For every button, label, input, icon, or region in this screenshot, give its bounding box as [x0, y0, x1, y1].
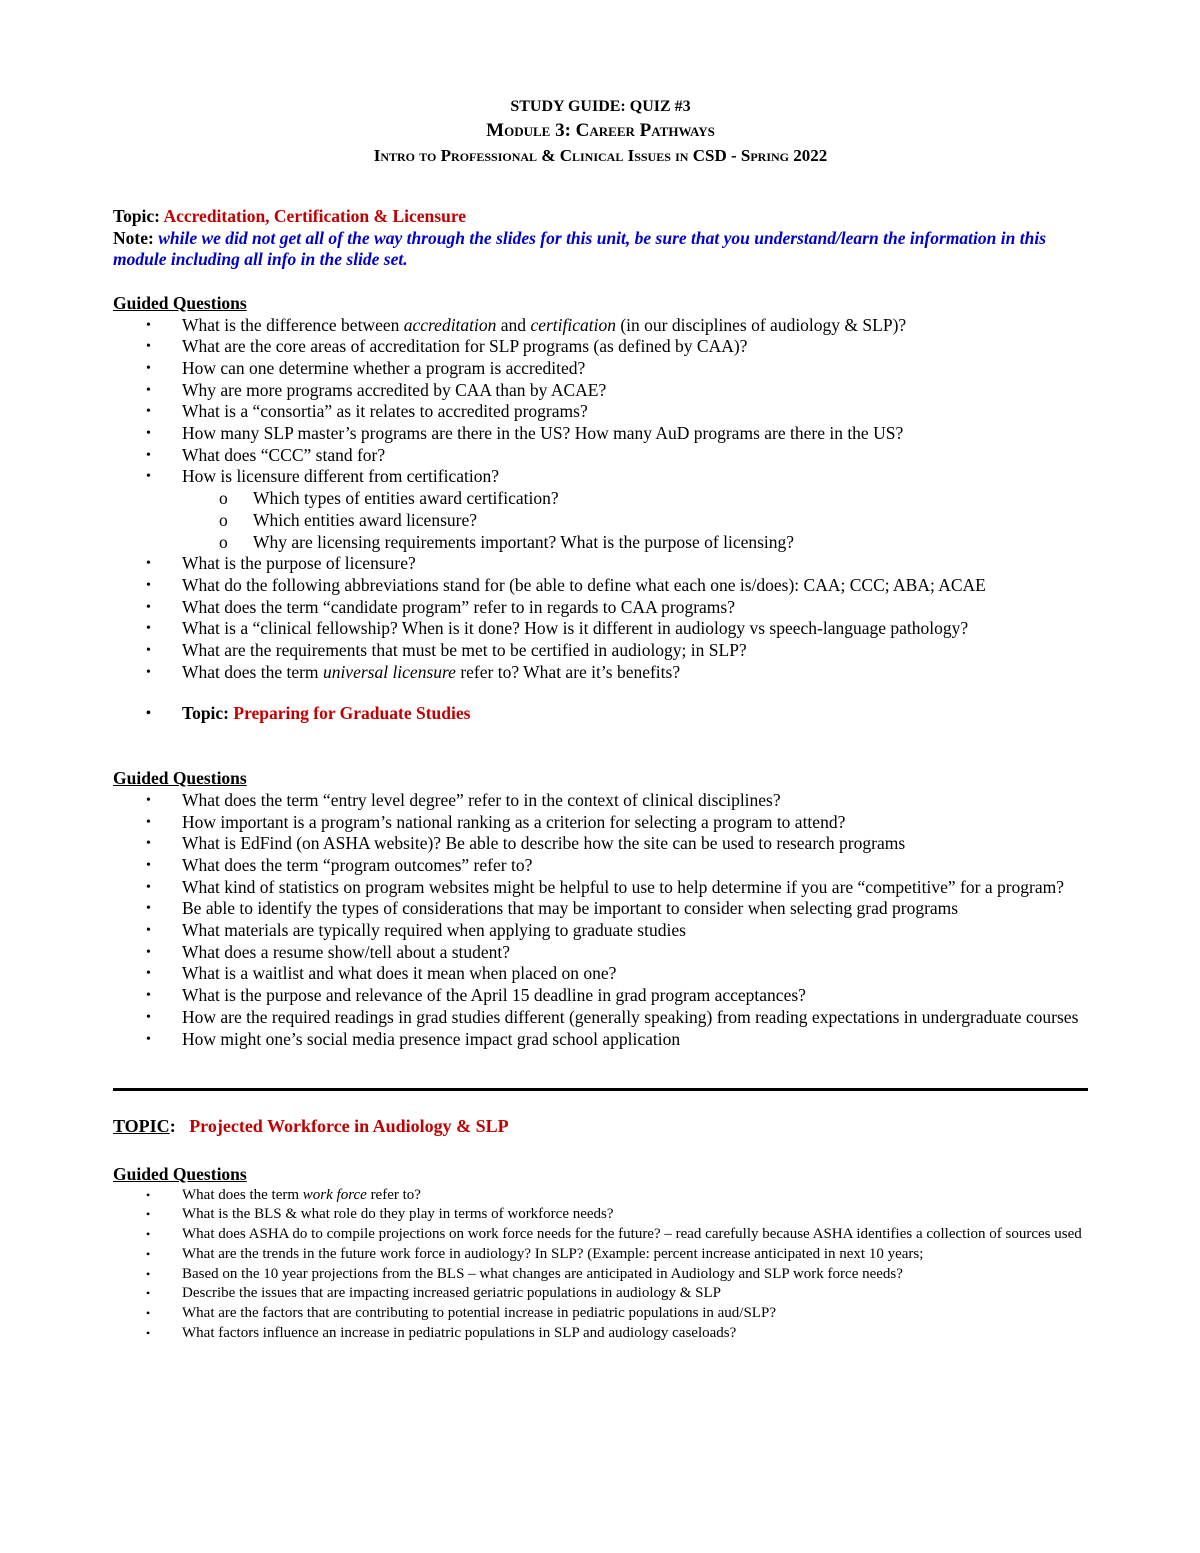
topic-label: TOPIC — [113, 1116, 170, 1137]
note-text: while we did not get all of the way through the slides for this unit, be sure that you understand/learn the information in this module including all info in the slide set. — [113, 227, 1047, 270]
list-item: • What are the trends in the future work force in audiology? In SLP? (Example: percent increase anticipated in next 10 years; — [113, 1245, 1088, 1265]
bullet-icon: • — [146, 1305, 151, 1320]
sub-list-item: o Which types of entities award certification? — [219, 488, 559, 509]
bullet-icon: • — [146, 814, 151, 830]
circle-bullet-icon: o — [219, 531, 228, 552]
list-item: • What does a resume show/tell about a student? — [146, 941, 511, 962]
list-item: • How important is a program’s national ranking as a criterion for selecting a program to attend? — [146, 811, 846, 832]
bullet-icon: • — [146, 1207, 151, 1222]
guided-questions-heading: Guided Questions — [113, 768, 247, 789]
list-item: • What is a waitlist and what does it mean when placed on one? — [146, 963, 617, 984]
bullet-icon: • — [146, 621, 151, 637]
topic-line — [113, 703, 1088, 725]
header-line-3: Intro to Professional & Clinical Issues in CSD - Spring 2022 — [373, 146, 828, 165]
bullet-icon: • — [146, 577, 151, 593]
circle-bullet-icon: o — [219, 509, 228, 530]
bullet-icon: • — [146, 339, 151, 355]
bullet-icon: • — [146, 836, 151, 852]
list-item: • What factors influence an increase in pediatric populations in SLP and audiology caseloads? — [113, 1324, 1088, 1344]
list-item: • Describe the issues that are impacting increased geriatric populations in audiology & SLP — [113, 1284, 1088, 1304]
section-graduate-studies — [113, 703, 1088, 1050]
sub-question-list — [182, 488, 1088, 553]
bullet-icon: • — [146, 706, 151, 722]
bullet-icon: • — [146, 792, 151, 808]
bullet-icon: • — [146, 317, 151, 333]
list-item: • What does the term “entry level degree” refer to in the context of clinical disciplines? — [146, 789, 781, 810]
list-item: • What do the following abbreviations stand for (be able to define what each one is/does): CAA; CCC; ABA; ACAE — [146, 574, 986, 595]
topic-label: Topic: — [113, 206, 161, 226]
list-item: • What does the term “candidate program” refer to in regards to CAA programs? — [146, 596, 735, 617]
bullet-icon: • — [146, 360, 151, 376]
list-item: • What does ASHA do to compile projections on work force needs for the future? – read carefully because ASHA identifies a collection of sources used — [113, 1225, 1088, 1245]
bullet-icon: • — [146, 556, 151, 572]
topic-title: Preparing for Graduate Studies — [233, 703, 471, 724]
bullet-icon: • — [146, 966, 151, 982]
bullet-icon: • — [146, 988, 151, 1004]
note — [113, 228, 1088, 271]
list-item: • What is the BLS & what role do they play in terms of workforce needs? — [113, 1205, 1088, 1225]
list-item: • Why are more programs accredited by CAA than by ACAE? — [146, 379, 607, 400]
bullet-icon: • — [146, 923, 151, 939]
bullet-icon: • — [146, 447, 151, 463]
list-item: • What are the requirements that must be met to be certified in audiology; in SLP? — [146, 640, 747, 661]
list-item: • What does “CCC” stand for? — [146, 444, 386, 465]
bullet-icon: • — [146, 1031, 151, 1047]
list-item: • How can one determine whether a program is accredited? — [146, 357, 586, 378]
bullet-icon: • — [146, 901, 151, 917]
bullet-icon: • — [146, 1009, 151, 1025]
list-item: • What are the factors that are contributing to potential increase in pediatric populations in aud/SLP? — [113, 1304, 1088, 1324]
circle-bullet-icon: o — [219, 488, 228, 509]
bullet-icon: • — [146, 879, 151, 895]
bullet-icon: • — [146, 382, 151, 398]
list-item: • How many SLP master’s programs are there in the US? How many AuD programs are there in the US? — [146, 423, 904, 444]
bullet-icon: • — [146, 1227, 151, 1242]
list-item: • What does the term “program outcomes” refer to? — [146, 854, 533, 875]
bullet-icon: • — [146, 404, 151, 420]
question-list — [113, 1186, 1088, 1344]
topic-line — [113, 206, 1088, 228]
section-accreditation — [113, 206, 1088, 683]
question-list — [113, 790, 1088, 1050]
guided-questions-heading: Guided Questions — [113, 1164, 247, 1184]
list-item: • What does the term universal licensure refer to? What are it’s benefits? — [146, 661, 681, 682]
header-line-1: STUDY GUIDE: QUIZ #3 — [510, 98, 691, 115]
list-item: • What is EdFind (on ASHA website)? Be able to describe how the site can be used to research programs — [146, 833, 906, 854]
bullet-icon: • — [146, 426, 151, 442]
list-item: • What is a “clinical fellowship? When is it done? How is it different in audiology vs speech-language pathology? — [146, 618, 969, 639]
header-line-2: Module 3: Career Pathways — [486, 120, 715, 141]
document-header — [113, 96, 1088, 168]
bullet-icon: • — [146, 1286, 151, 1301]
bullet-icon: • — [146, 643, 151, 659]
section-workforce — [113, 1116, 1088, 1343]
list-item: • Be able to identify the types of considerations that may be important to consider when selecting grad programs — [146, 898, 959, 919]
sub-list-item: o Why are licensing requirements important? What is the purpose of licensing? — [219, 531, 795, 552]
bullet-icon: • — [146, 1266, 151, 1281]
bullet-icon: • — [146, 944, 151, 960]
list-item: • What does the term work force refer to? — [113, 1186, 1088, 1206]
list-item: • What is a “consortia” as it relates to accredited programs? — [146, 401, 588, 422]
question-list — [113, 315, 1088, 684]
topic-label: Topic: — [182, 703, 230, 724]
list-item: • What is the difference between accreditation and certification (in our disciplines of audiology & SLP)? — [146, 314, 907, 335]
list-item: • How is licensure different from certification? o Which types of entities award certification? o Which entities award licensure? o Why are licensing requirements important? What is the purpose of licensing? — [113, 466, 1088, 553]
document-page — [113, 96, 1088, 1343]
bullet-icon: • — [146, 664, 151, 680]
bullet-icon: • — [146, 1246, 151, 1261]
list-item: • What is the purpose of licensure? — [146, 553, 416, 574]
list-item: • What materials are typically required when applying to graduate studies — [146, 920, 686, 941]
note-label: Note: — [113, 227, 154, 248]
list-item: • What are the core areas of accreditation for SLP programs (as defined by CAA)? — [146, 336, 748, 357]
bullet-icon: • — [146, 857, 151, 873]
list-item: • How are the required readings in grad studies different (generally speaking) from reading expectations in undergraduate courses — [146, 1006, 1079, 1027]
sub-list-item: o Which entities award licensure? — [219, 509, 477, 530]
topic-line: TOPIC: Projected Workforce in Audiology & SLP — [113, 1116, 509, 1137]
topic-title: Accreditation, Certification & Licensure — [163, 206, 467, 226]
topic-title: Projected Workforce in Audiology & SLP — [189, 1116, 509, 1137]
list-item: • Based on the 10 year projections from the BLS – what changes are anticipated in Audiology and SLP work force needs? — [113, 1265, 1088, 1285]
bullet-icon: • — [146, 469, 151, 485]
guided-questions-heading: Guided Questions — [113, 292, 247, 313]
bullet-icon: • — [146, 1187, 151, 1202]
list-item: • What kind of statistics on program websites might be helpful to use to help determine if you are “competitive” for a program? — [146, 876, 1065, 897]
list-item: • How might one’s social media presence impact grad school application — [146, 1028, 681, 1049]
bullet-icon: • — [146, 599, 151, 615]
bullet-icon: • — [146, 1325, 151, 1340]
list-item: • What is the purpose and relevance of the April 15 deadline in grad program acceptances? — [146, 985, 806, 1006]
